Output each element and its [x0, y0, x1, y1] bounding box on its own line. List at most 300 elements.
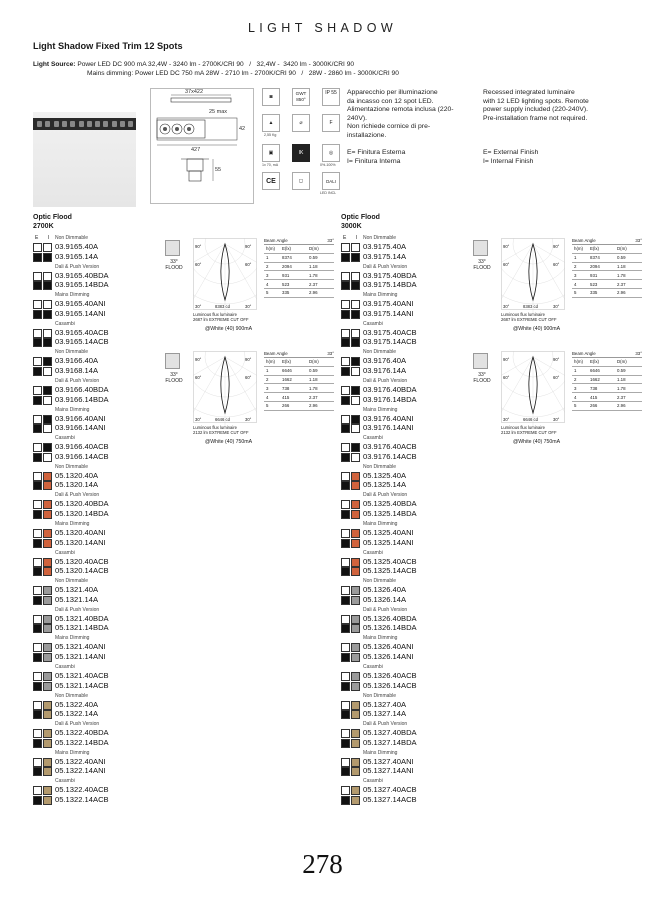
- finish-swatch-external: [341, 424, 350, 433]
- category-label: Casambi: [363, 664, 383, 670]
- beam-angle-header: [264, 238, 334, 245]
- product-code: 05.1321.40BDA: [55, 613, 109, 623]
- category-label: Non Dimmable: [363, 578, 397, 585]
- current-rating: @White (40) 750mA: [205, 439, 253, 445]
- product-code: 05.1321.14ACB: [55, 680, 109, 690]
- table-cell: 2.37: [309, 394, 318, 400]
- polar-label-60-right: 60°: [553, 375, 560, 380]
- product-code: 03.9176.40A: [363, 356, 407, 366]
- product-code: 03.9166.40ACB: [55, 442, 109, 452]
- light-source-line2: Mains dimming: Power LED DC 750 mA 28W - 2710 lm - 2700K/CRI 90 / 28W - 2860 lm - 3000K/CRI 90: [87, 69, 399, 77]
- product-code: 03.9175.14ANI: [363, 308, 414, 318]
- description-line: da incasso con 12 spot LED.: [347, 97, 434, 105]
- luminous-flux: [501, 312, 557, 322]
- table-cell: 1662: [590, 376, 600, 382]
- product-code: 05.1322.40ACB: [55, 785, 109, 795]
- page-number: 278: [302, 849, 343, 879]
- spot-light-icon: [70, 121, 75, 127]
- finish-swatch-internal: [351, 758, 360, 767]
- table-cell: 2.96: [617, 403, 626, 409]
- category-label: Non Dimmable: [55, 235, 89, 241]
- column-2700k: [33, 214, 334, 804]
- product-code: 05.1326.40A: [363, 585, 407, 595]
- table-cell: 5: [574, 403, 577, 409]
- dali-icon: DALI: [322, 172, 340, 190]
- finish-swatch-internal: [351, 539, 360, 548]
- table-cell: 2.37: [617, 281, 626, 287]
- flux-value-line: [193, 317, 249, 322]
- square-frame-icon: ◻: [292, 172, 310, 190]
- finish-swatch-internal: [351, 767, 360, 776]
- table-cell: 6646: [590, 368, 600, 374]
- finish-swatch-internal: [43, 443, 52, 452]
- finish-swatch-internal: [43, 596, 52, 605]
- table-header-row: [264, 358, 334, 367]
- finish-swatch-internal: [351, 472, 360, 481]
- finish-swatch-internal: [351, 739, 360, 748]
- column-header: D(m): [309, 246, 319, 252]
- finish-swatch-external: [33, 510, 42, 519]
- beam-angle-header: [264, 351, 334, 358]
- finish-swatch-external: [33, 386, 42, 395]
- description-line: Non richiede cornice di pre-: [347, 123, 431, 131]
- table-row: [264, 367, 334, 376]
- finish-swatch-internal: [43, 396, 52, 405]
- description-line: I= Internal Finish: [483, 157, 534, 165]
- table-row: [572, 376, 642, 385]
- category-label: Casambi: [55, 435, 75, 442]
- category-label: Dali & Push Version: [55, 263, 100, 270]
- finish-swatch-external: [341, 796, 350, 805]
- table-cell: 5: [266, 403, 269, 409]
- finish-swatch-external: [33, 672, 42, 681]
- product-code: 05.1327.14ACB: [363, 794, 417, 804]
- finish-swatch-external: [341, 767, 350, 776]
- product-code: 05.1320.40ACB: [55, 556, 109, 566]
- table-cell: 931: [590, 272, 598, 278]
- product-code: 03.9165.40ANI: [55, 299, 106, 309]
- product-code: 03.9175.14A: [363, 251, 407, 261]
- product-code: 05.1327.14ANI: [363, 766, 414, 776]
- product-code: 05.1320.40BDA: [55, 499, 109, 509]
- description-line: [483, 141, 623, 150]
- spot-light-icon: [87, 121, 92, 127]
- finish-swatch-external: [33, 786, 42, 795]
- finish-swatch-external: [341, 281, 350, 290]
- table-cell: 8374: [590, 255, 600, 261]
- product-code: 03.9166.14BDA: [55, 394, 109, 404]
- product-code: 03.9165.14A: [55, 251, 99, 261]
- product-code: 03.9176.40ANI: [363, 413, 414, 423]
- finish-legend: E I: [35, 235, 54, 241]
- product-code: 03.9166.40ANI: [55, 413, 106, 423]
- finish-swatch-internal: [351, 596, 360, 605]
- product-code: 05.1320.14BDA: [55, 508, 109, 518]
- flux-value-line: [501, 317, 557, 322]
- category-label: Dali & Push Version: [55, 606, 100, 613]
- column-header: h(m): [266, 246, 276, 252]
- current-rating: @White (40) 900mA: [205, 326, 253, 332]
- finish-swatch-internal: [43, 281, 52, 290]
- finish-swatch-internal: [351, 500, 360, 509]
- table-row: [264, 289, 334, 298]
- category-label: Mains Dimming: [363, 521, 398, 527]
- f-mark-icon: F: [322, 114, 340, 132]
- finish-swatch-internal: [351, 396, 360, 405]
- finish-swatch-external: [341, 338, 350, 347]
- category-label: Dali & Push Version: [363, 492, 408, 499]
- polar-label-60-left: 60°: [195, 262, 202, 267]
- category-label: Mains Dimming: [363, 635, 398, 642]
- finish-swatch-external: [341, 386, 350, 395]
- flux-value: 2687 lm: [501, 317, 518, 322]
- category-label: Non Dimmable: [363, 463, 397, 470]
- description-line: E= External Finish: [483, 149, 539, 157]
- flux-label: Luminous flux luminaire: [193, 312, 237, 317]
- finish-swatch-internal: [43, 643, 52, 652]
- product-code: 05.1327.40ACB: [363, 785, 417, 795]
- category-label: Non Dimmable: [363, 692, 397, 699]
- polar-label-60-right: 60°: [553, 262, 560, 267]
- finish-swatch-external: [33, 357, 42, 366]
- finish-swatch-internal: [351, 615, 360, 624]
- flux-value: 2132 lm: [193, 430, 210, 435]
- table-row: [572, 402, 642, 411]
- table-cell: 4: [574, 281, 577, 287]
- polar-label-30-left: 30°: [503, 304, 510, 309]
- product-code: 03.9176.40ACB: [363, 442, 417, 452]
- finish-swatch-internal: [351, 796, 360, 805]
- finish-swatch-internal: [43, 739, 52, 748]
- product-code: 03.9176.14ANI: [363, 423, 414, 433]
- table-cell: 5: [574, 290, 577, 296]
- polar-label-30-left: 30°: [503, 417, 510, 422]
- polar-label-30-right: 30°: [553, 417, 560, 422]
- spot-light-icon: [120, 121, 125, 127]
- finish-swatch-internal: [43, 558, 52, 567]
- product-code: 03.9165.14ACB: [55, 337, 109, 347]
- finish-swatch-external: [33, 729, 42, 738]
- table-cell: 2.37: [617, 394, 626, 400]
- finish-swatch-internal: [351, 453, 360, 462]
- finish-swatch-internal: [43, 710, 52, 719]
- flux-value: 2687 lm: [193, 317, 210, 322]
- finish-swatch-internal: [43, 615, 52, 624]
- finish-swatch-internal: [351, 424, 360, 433]
- dim-spot-label: 55: [215, 167, 222, 173]
- spot-light-icon: [45, 121, 50, 127]
- ce-icon: CE: [262, 172, 280, 190]
- product-code: 05.1327.14A: [363, 709, 407, 719]
- beam-angle: 33°: [170, 372, 178, 378]
- finish-swatch-internal: [43, 253, 52, 262]
- finish-swatch-external: [33, 338, 42, 347]
- polar-label-30-right: 30°: [245, 417, 252, 422]
- beam-angle: 33°: [170, 259, 178, 265]
- flux-value-line: [193, 430, 249, 435]
- flux-label: Luminous flux luminaire: [501, 425, 545, 430]
- table-header-row: [264, 245, 334, 254]
- finish-swatch-external: [33, 710, 42, 719]
- flux-value-line: [501, 430, 557, 435]
- finish-swatch-internal: [43, 357, 52, 366]
- table-row: [572, 289, 642, 298]
- led-driver-icon: ▣: [262, 144, 280, 162]
- finish-swatch-internal: [43, 767, 52, 776]
- dimming-label: 0%-100%: [320, 163, 336, 167]
- product-trim-image: [33, 118, 136, 130]
- flux-label: Luminous flux luminaire: [501, 312, 545, 317]
- finish-swatch-external: [341, 300, 350, 309]
- column-header: E(lx): [282, 246, 292, 252]
- description-line: 240V).: [347, 114, 368, 122]
- product-code: 05.1325.14A: [363, 480, 407, 490]
- product-code: 03.9176.40BDA: [363, 385, 417, 394]
- optic-name: FLOOD: [473, 378, 491, 384]
- product-code: 05.1327.40BDA: [363, 728, 417, 738]
- finish-swatch-internal: [351, 300, 360, 309]
- description-line: Recessed integrated luminaire: [483, 89, 575, 96]
- product-code: 05.1326.14A: [363, 594, 407, 604]
- finish-swatch-external: [33, 653, 42, 662]
- finish-swatch-external: [341, 653, 350, 662]
- table-cell: 3: [574, 385, 577, 391]
- product-code: 05.1326.40ANI: [363, 642, 414, 652]
- finish-swatch-external: [341, 367, 350, 376]
- product-code: 05.1325.40BDA: [363, 499, 417, 509]
- finish-swatch-external: [341, 739, 350, 748]
- polar-label-60-left: 60°: [503, 262, 510, 267]
- candela-value: 8383 cd: [523, 304, 538, 309]
- table-cell: 738: [282, 385, 290, 391]
- finish-swatch-external: [33, 767, 42, 776]
- table-cell: 523: [282, 281, 290, 287]
- category-label: Casambi: [363, 778, 383, 785]
- category-label: Dali & Push Version: [363, 721, 408, 728]
- polar-diagram: [193, 351, 257, 429]
- product-code: 05.1322.14ACB: [55, 794, 109, 804]
- photometric-block: [163, 238, 343, 330]
- light-source-label: Light Source:: [33, 61, 76, 68]
- flux-label: Luminous flux luminaire: [193, 425, 237, 430]
- beam-angle-header: [572, 351, 642, 358]
- product-code: 05.1325.14ACB: [363, 566, 417, 576]
- finish-swatch-external: [341, 643, 350, 652]
- column-header: h(m): [574, 359, 584, 365]
- polar-label-30-left: 30°: [195, 304, 202, 309]
- category-label: Casambi: [55, 549, 75, 556]
- photometric-block: [163, 351, 343, 443]
- product-code: 05.1326.14ACB: [363, 680, 417, 690]
- finish-swatch-external: [341, 481, 350, 490]
- table-row: [572, 263, 642, 272]
- product-code: 03.9176.14BDA: [363, 394, 417, 404]
- table-cell: 4: [266, 394, 269, 400]
- table-cell: 2: [574, 263, 577, 269]
- finish-swatch-internal: [43, 472, 52, 481]
- table-cell: 415: [282, 394, 290, 400]
- category-label: Dali & Push Version: [55, 721, 100, 728]
- finish-swatch-external: [33, 329, 42, 338]
- finish-swatch-external: [33, 272, 42, 281]
- polar-diagram: [501, 238, 565, 316]
- category-label: Non Dimmable: [363, 349, 397, 356]
- ik-icon: IK: [292, 144, 310, 162]
- product-code: 03.9175.40ANI: [363, 299, 414, 309]
- luminous-flux: [501, 425, 557, 435]
- table-cell: 415: [590, 394, 598, 400]
- finish-swatch-internal: [351, 281, 360, 290]
- beam-angle-label: Beam Angle: [572, 351, 596, 356]
- product-code: 03.9166.40A: [55, 356, 99, 366]
- beam-lamp-icon: [165, 353, 180, 369]
- product-code: 05.1326.40BDA: [363, 613, 417, 623]
- finish-swatch-external: [33, 424, 42, 433]
- product-code: 05.1326.40ACB: [363, 671, 417, 680]
- product-code: 03.9175.40ACB: [363, 327, 417, 337]
- finish-swatch-internal: [351, 443, 360, 452]
- light-source-line1: Power LED DC 900 mA 32,4W - 3240 lm - 2700K/CRI 90 / 32,4W - 3420 lm - 3000K/CRI 90: [75, 61, 355, 68]
- description-line: [347, 141, 475, 150]
- finish-swatch-external: [341, 786, 350, 795]
- category-label: Mains Dimming: [363, 406, 398, 413]
- category-label: Casambi: [363, 549, 383, 556]
- category-label: Non Dimmable: [55, 463, 89, 470]
- finish-swatch-internal: [43, 758, 52, 767]
- beam-angle-value: 33°: [327, 351, 334, 356]
- polar-label-90-left: 90°: [195, 357, 202, 362]
- finish-swatch-external: [33, 615, 42, 624]
- spot-light-icon: [54, 121, 59, 127]
- table-row: [264, 384, 334, 393]
- current-rating: @White (40) 750mA: [513, 439, 561, 445]
- dim-length-label: 427: [191, 147, 201, 153]
- product-code: 03.9168.14A: [55, 365, 99, 375]
- finish-swatch-internal: [43, 510, 52, 519]
- product-code: 03.9165.14BDA: [55, 280, 109, 290]
- category-label: Mains Dimming: [55, 635, 90, 642]
- finish-swatch-external: [33, 481, 42, 490]
- table-cell: 3: [266, 385, 269, 391]
- table-cell: 3: [266, 272, 269, 278]
- product-code: 05.1325.14BDA: [363, 508, 417, 518]
- column-header: D(m): [617, 246, 627, 252]
- table-cell: 2094: [282, 263, 292, 269]
- finish-swatch-internal: [351, 329, 360, 338]
- product-code: 03.9175.40A: [363, 242, 407, 251]
- finish-swatch-internal: [43, 701, 52, 710]
- finish-swatch-internal: [43, 529, 52, 538]
- optic-name: FLOOD: [165, 265, 183, 271]
- table-cell: 2: [574, 376, 577, 382]
- product-code: 03.9165.40A: [55, 242, 99, 251]
- finish-swatch-internal: [351, 624, 360, 633]
- finish-swatch-external: [33, 367, 42, 376]
- beam-angle-value: 33°: [327, 238, 334, 243]
- table-cell: 0.59: [309, 255, 318, 261]
- finish-swatch-internal: [43, 786, 52, 795]
- product-code: 05.1326.14ANI: [363, 651, 414, 661]
- finish-swatch-internal: [43, 310, 52, 319]
- product-code: 05.1326.14BDA: [363, 623, 417, 633]
- category-label: Mains Dimming: [55, 292, 90, 299]
- polar-diagram: [501, 351, 565, 429]
- product-code: 05.1321.40ANI: [55, 642, 106, 652]
- polar-spoke: [225, 244, 257, 279]
- finish-swatch-internal: [351, 481, 360, 490]
- table-row: [264, 393, 334, 402]
- table-cell: 2.96: [309, 403, 318, 409]
- description-line: Apparecchio per illuminazione: [347, 89, 438, 96]
- product-code: 05.1325.40A: [363, 470, 407, 480]
- finish-swatch-external: [33, 539, 42, 548]
- flux-value: 2132 lm: [501, 430, 518, 435]
- led-driver-label: 1x 70, mA: [262, 163, 279, 167]
- color-temperature: 2700K: [33, 222, 54, 230]
- finish-swatch-internal: [43, 481, 52, 490]
- product-code: 05.1327.40ANI: [363, 756, 414, 766]
- table-header-row: [572, 358, 642, 367]
- polar-label-30-right: 30°: [553, 304, 560, 309]
- optic-title: Optic Flood: [33, 214, 72, 221]
- brand-header: LIGHT SHADOW: [247, 21, 398, 35]
- finish-swatch-external: [341, 243, 350, 252]
- spot-light-icon: [112, 121, 117, 127]
- finish-swatch-internal: [43, 653, 52, 662]
- product-code: 05.1321.14ANI: [55, 651, 106, 661]
- finish-swatch-external: [33, 253, 42, 262]
- spot-light-icon: [95, 121, 100, 127]
- table-row: [264, 280, 334, 289]
- finish-swatch-external: [33, 529, 42, 538]
- cut-off-label: EXTREME CUT OFF: [517, 430, 557, 435]
- category-label: Non Dimmable: [55, 578, 89, 585]
- description-english: [483, 89, 623, 166]
- category-label: Dali & Push Version: [55, 492, 100, 499]
- table-cell: 2: [266, 263, 269, 269]
- table-row: [572, 367, 642, 376]
- product-code: 03.9166.40BDA: [55, 385, 109, 394]
- table-cell: 4: [266, 281, 269, 287]
- finish-swatch-internal: [351, 415, 360, 424]
- table-cell: 931: [282, 272, 290, 278]
- beam-lamp-icon: [473, 353, 488, 369]
- polar-label-90-right: 90°: [245, 357, 252, 362]
- finish-swatch-internal: [43, 682, 52, 691]
- finish-swatch-internal: [43, 453, 52, 462]
- table-row: [264, 376, 334, 385]
- product-code: 03.9165.40BDA: [55, 270, 109, 280]
- finish-swatch-internal: [351, 253, 360, 262]
- product-code: 05.1322.14BDA: [55, 737, 109, 747]
- table-cell: 1.78: [309, 272, 318, 278]
- ip-icon: IP 55: [322, 88, 340, 106]
- beam-angle: 33°: [478, 372, 486, 378]
- finish-swatch-internal: [351, 310, 360, 319]
- product-code: 03.9165.14ANI: [55, 308, 106, 318]
- optic-name: FLOOD: [165, 378, 183, 384]
- finish-swatch-external: [341, 682, 350, 691]
- finish-swatch-external: [33, 558, 42, 567]
- finish-swatch-internal: [351, 386, 360, 395]
- finish-swatch-external: [341, 443, 350, 452]
- finish-swatch-external: [33, 758, 42, 767]
- class-icon: ⌀: [292, 114, 310, 132]
- category-label: Dali & Push Version: [363, 263, 408, 270]
- table-cell: 2.96: [617, 290, 626, 296]
- technical-drawing-svg: [151, 89, 255, 205]
- polar-label-60-right: 60°: [245, 262, 252, 267]
